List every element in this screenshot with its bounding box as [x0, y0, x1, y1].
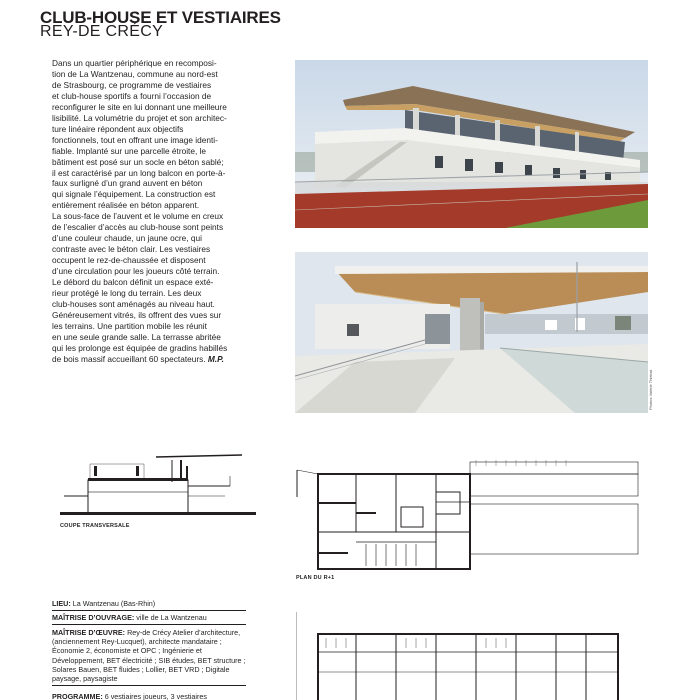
article-line: contraste avec le béton clair. Les vestiaires [52, 244, 211, 255]
oeuvre-value: Rey-de Crécy Atelier d’architecture, (anciennement Rey-Lucquet), architecte mandataire ; Économie 2, économiste et OPC ; Ingénierie et Développement, BET électricité ; SIB études, BET structure ; Solares Bauen, BET fluides ; Lollier, BET VRD ; Digitale paysage, paysagiste [52, 628, 246, 684]
article-line: fiable. Implanté sur une parcelle étroite, le [52, 145, 207, 156]
article-line: tion de La Wantzenau, commune au nord-est [52, 68, 218, 79]
info-ouvrage [52, 613, 246, 625]
article-line: club-houses sont aménagés au niveau haut. [52, 298, 215, 309]
article-line: Le débord du balcon définit un espace exté- [52, 277, 214, 288]
section-drawing [60, 452, 256, 522]
article-line: ture linéaire répondent aux objectifs [52, 123, 184, 134]
article-line: qui les prolonge est équipée de gradins habillés [52, 342, 228, 353]
lieu-label: LIEU: [52, 599, 71, 608]
article-line: occupent le rez-de-chaussée et disposent [52, 255, 206, 266]
info-lieu [52, 599, 246, 611]
article-line: et club-house sportifs a fourni l’occasion de [52, 90, 212, 101]
exterior-photo [295, 60, 648, 228]
article-line: de l’escalier d’accès au club-house sont peints [52, 222, 224, 233]
article-line: La sous-face de l’auvent et le volume en creux [52, 211, 224, 222]
article-line: Généreusement vitrés, ils offrent des vues sur [52, 309, 222, 320]
info-programme [52, 692, 246, 700]
page-title: CLUB-HOUSE ET VESTIAIRES [40, 8, 281, 27]
article-line: les terrains. Une partition mobile les réunit [52, 320, 207, 331]
article-line: de Strasbourg, ce programme de vestiaires [52, 79, 212, 90]
section-caption: COUPE TRANSVERSALE [60, 523, 130, 529]
article-line: bâtiment est posé sur un socle en béton sablé; [52, 156, 224, 167]
article-line: en une seule grande salle. La terrasse abritée [52, 331, 221, 342]
article-line: qui signale l’équipement. La construction est [52, 189, 216, 200]
photo-credit: Photos Valérie Thiébat [648, 369, 653, 410]
lieu-value: La Wantzenau (Bas-Rhin) [72, 599, 156, 608]
plan-caption: PLAN DU R+1 [296, 575, 335, 581]
article-line: d’une couleur chaude, un jaune ocre, qui [52, 233, 202, 244]
page-subtitle: REY-DE CRÉCY [40, 23, 164, 40]
article-line: faux surligné d’un grand auvent en béton [52, 178, 203, 189]
article-last-line: de bois massif accueillant 60 spectateurs. [52, 353, 206, 364]
ouvrage-value: ville de La Wantzenau [136, 613, 207, 622]
author-signature: M.P. [207, 353, 224, 364]
article-line: lisibilité. La volumétrie du projet et son architec- [52, 112, 227, 123]
ouvrage-label: MAÎTRISE D’OUVRAGE: [52, 613, 135, 622]
article-line: fonctionnels, tout en offrant une image identi- [52, 134, 218, 145]
article-line: Dans un quartier périphérique en recomposi- [52, 58, 217, 68]
article-line: reconfigurer le site en lui donnant une meilleure [52, 101, 227, 112]
article-line: entièrement réalisée en béton apparent. [52, 200, 200, 211]
article-body [52, 58, 274, 365]
info-oeuvre [52, 628, 246, 686]
oeuvre-label: MAÎTRISE D’ŒUVRE: [52, 628, 126, 637]
article-line: il est caractérisé par un long balcon en porte-à- [52, 167, 226, 178]
article-line [52, 354, 274, 365]
article-line: d’une circulation pour les joueurs côté terrain. [52, 266, 220, 277]
ground-floor-plan [296, 612, 646, 700]
article-line: rieur protégé le long du terrain. Les deux [52, 288, 202, 299]
terrace-photo [295, 252, 648, 413]
programme-label: PROGRAMME: [52, 692, 103, 700]
plan-drawing [296, 452, 646, 570]
programme-value: 6 vestiaires joueurs, 3 vestiaires [104, 692, 207, 700]
